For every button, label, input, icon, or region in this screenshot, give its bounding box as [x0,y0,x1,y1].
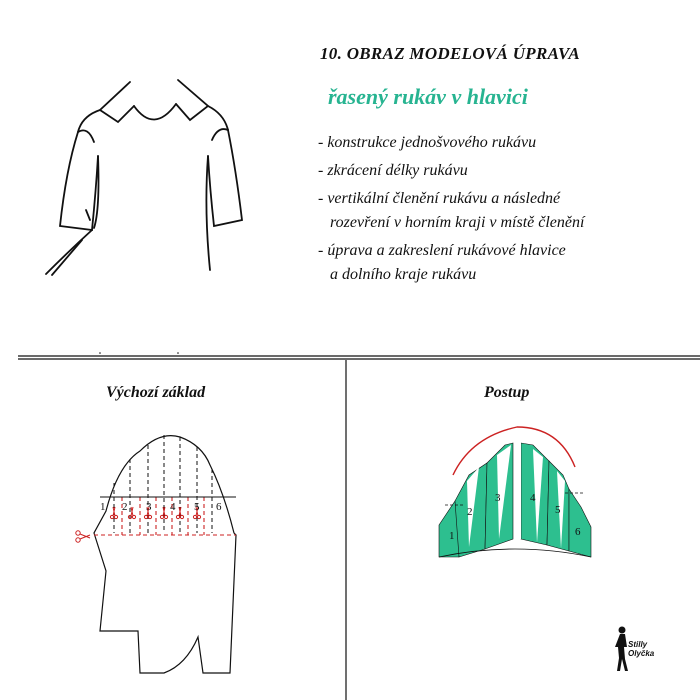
sleeve-number: 6 [575,526,581,538]
sleeve-number: 3 [495,492,501,504]
sleeve-number: 5 [194,501,200,513]
red-cap-curve [453,427,575,475]
step-item-continuation: rozevření v horním kraji v místě členění [330,214,585,231]
sleeve-outline [94,436,236,673]
page-title: 10. OBRAZ MODELOVÁ ÚPRAVA [320,44,581,63]
sleeve-number: 5 [555,504,561,516]
scissors-icon [76,507,201,542]
logo-line-1: Stilly [628,640,648,649]
sleeve-number: 2 [467,506,473,518]
sleeve-number: 6 [216,501,222,513]
gathered-sleeve-pattern [425,415,605,575]
sleeve-number: 1 [449,530,455,542]
step-item: - konstrukce jednošvového rukávu [318,134,537,151]
step-item-continuation: a dolního kraje rukávu [330,266,477,283]
right-panel-label: Postup [484,384,530,401]
sleeve-number: 3 [146,501,152,513]
step-item: - úprava a zakreslení rukávové hlavice [318,242,566,259]
left-panel-label: Výchozí základ [106,384,206,401]
page-subtitle: řasený rukáv v hlavici [328,84,528,109]
sleeve-number: 4 [170,501,176,513]
sleeve-number: 4 [530,492,536,504]
logo-text [628,640,654,658]
sleeve-number: 2 [122,501,128,513]
step-item: - zkrácení délky rukávu [318,162,468,179]
base-sleeve-pattern [60,425,260,675]
sleeve-number: 1 [100,501,106,513]
step-item: - vertikální členění rukávu a následné [318,190,561,207]
logo-line-2: Olyčka [628,649,655,658]
